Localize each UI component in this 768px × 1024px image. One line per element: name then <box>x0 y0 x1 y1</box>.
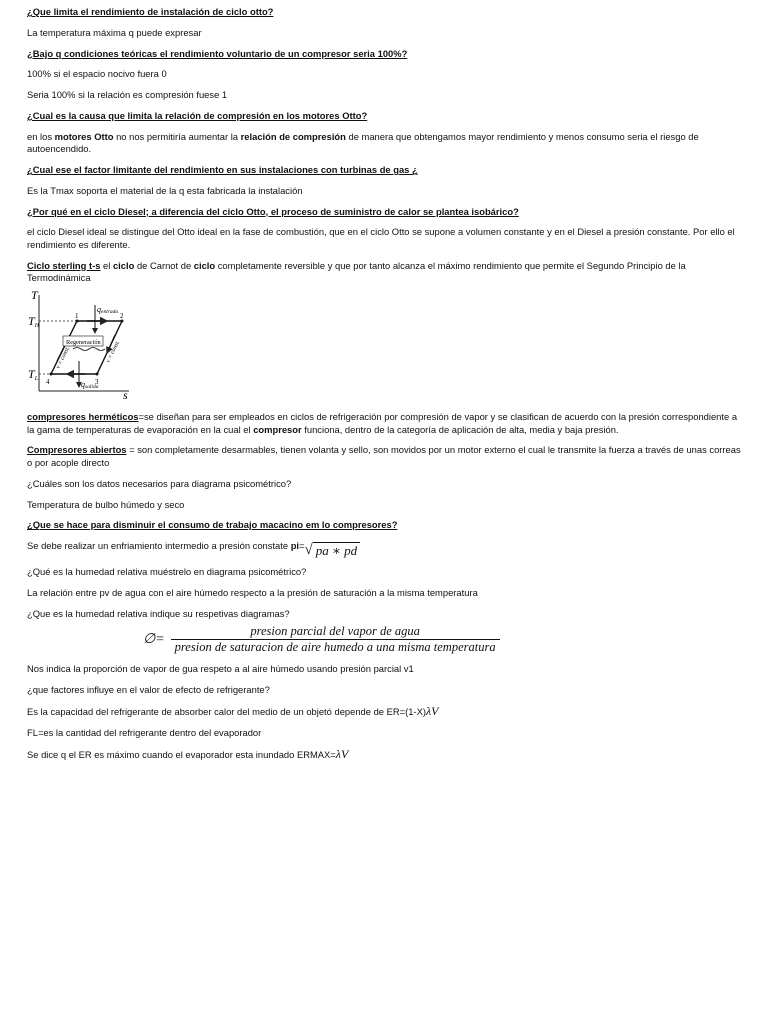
th-label: TH <box>28 313 40 329</box>
stirling-ts-diagram <box>27 291 137 401</box>
question-otto-limit: ¿Que limita el rendimiento de instalación de ciclo otto? <box>27 6 274 17</box>
bold-span: ciclo <box>112 259 135 271</box>
point-1 <box>76 319 79 322</box>
question-humedad-2: ¿Que es la humedad relativa indique su respetivas diagramas? <box>27 607 290 619</box>
v-const-left-label: v = const. <box>55 345 72 370</box>
text-span: en los <box>27 130 55 142</box>
text-span: Se debe realizar un enfriamiento intermedio a presión constate <box>27 540 291 552</box>
hermeticos-label: compresores herméticos <box>27 410 139 422</box>
sqrt-sign: √ <box>304 542 313 559</box>
point-3 <box>96 372 99 375</box>
question-diesel: ¿Por qué en el ciclo Diesel; a diferencia del ciclo Otto, el proceso de suministro de calor se plantea isobárico? <box>27 205 519 217</box>
equals-sign: = <box>299 540 305 552</box>
answer-compressor-100-a: 100% si el espacio nocivo fuera 0 <box>27 68 167 80</box>
lambda-v: λV <box>425 703 439 718</box>
bold-span: relación de compresión <box>240 130 346 142</box>
t-axis-label: T <box>31 290 38 302</box>
state-3: 3 <box>95 377 99 386</box>
sqrt-expression <box>305 542 361 558</box>
regeneration-wave <box>73 347 105 350</box>
point-4 <box>50 372 53 375</box>
text-span: = son completamente desarmables, tienen volanta y sello, son movidos por un motor externo el cual le transmite la fuerza a través de unas correas o por acople directo <box>27 444 741 468</box>
abiertos-label: Compresores abiertos <box>27 444 127 456</box>
formula-numerator: presion parcial del vapor de agua <box>250 624 420 639</box>
answer-diesel: el ciclo Diesel ideal se distingue del Otto ideal en la fase de combustión, que en el ciclo Otto se supone a volumen constante y en el Diesel a presión constante. Por ello el rendimiento es diferente. <box>27 226 735 250</box>
document-page <box>27 6 742 769</box>
answer-trabajo <box>27 540 742 558</box>
sqrt-body: pa ∗ pd <box>313 542 360 558</box>
answer-indica: Nos indica la proporción de vapor de gua respeto a al aire húmedo usando presión parcial v1 <box>27 663 414 675</box>
hermeticos-paragraph <box>27 411 742 436</box>
bold-span: ciclo <box>193 259 216 271</box>
regeneration-label: Regeneración <box>66 338 101 346</box>
tl-label: TL <box>28 366 39 382</box>
answer-capacidad <box>27 705 742 719</box>
text-span: funciona, dentro de la categoría de aplicación de alta, media y baja presión. <box>301 423 619 435</box>
s-axis-label: s <box>123 387 128 401</box>
v-const-right-label: v = const. <box>105 339 122 364</box>
question-factores: ¿que factores influye en el valor de efecto de refrigerante? <box>27 684 270 696</box>
state-4: 4 <box>46 377 50 386</box>
bold-span: compresor <box>253 423 302 435</box>
bold-span: motores Otto <box>54 130 114 142</box>
lambda-v: λV <box>335 746 349 761</box>
question-compressor-100: ¿Bajo q condiciones teóricas el rendimiento voluntario de un compresor seria 100%? <box>27 47 408 59</box>
answer-compression-ratio <box>27 131 742 156</box>
question-humedad: ¿Qué es la humedad relativa muéstrelo en diagrama psicométrico? <box>27 566 307 578</box>
text-span: completamente reversible y que por tanto alcanza el máximo rendimiento que permite el Segundo Principio de la Termodinámica <box>27 259 686 284</box>
text-span: el <box>100 259 113 271</box>
answer-fl: FL=es la cantidad del refrigerante dentro del evaporador <box>27 726 262 738</box>
point-2 <box>121 319 124 322</box>
answer-psicrometrico: Temperatura de bulbo húmedo y seco <box>27 498 185 510</box>
text-span: de manera que obtengamos mayor rendimiento y menos consumo seria el riesgo de autoencendido. <box>27 130 699 155</box>
answer-humedad: La relación entre pv de agua con el aire húmedo respecto a la presión de saturación a la misma temperatura <box>27 587 478 599</box>
formula-denominator: presion de saturacion de aire humedo a una misma temperatura <box>171 639 500 655</box>
answer-ermax <box>27 748 742 762</box>
answer-compressor-100-b: Seria 100% si la relación es compresión fuese 1 <box>27 89 228 101</box>
state-1: 1 <box>75 311 79 320</box>
humidity-formula <box>143 624 742 655</box>
question-psicrometrico: ¿Cuáles son los datos necesarios para diagrama psicométrico? <box>27 477 292 489</box>
formula-lhs: ∅= <box>143 631 165 647</box>
text-span: Se dice q el ER es máximo cuando el evaporador esta inundado ERMAX= <box>27 748 336 760</box>
text-span: Es la capacidad del refrigerante de absorber calor del medio de un objetó depende de ER=(1-X) <box>27 705 426 717</box>
state-2: 2 <box>120 311 124 320</box>
q-in-label: qentrada <box>97 304 119 315</box>
question-trabajo: ¿Que se hace para disminuir el consumo de trabajo macacino em lo compresores? <box>27 519 398 531</box>
question-gas-turbine: ¿Cual ese el factor limitante del rendimiento en sus instalaciones con turbinas de gas ¿ <box>27 164 418 176</box>
stirling-paragraph <box>27 260 742 285</box>
answer-otto-limit: La temperatura máxima q puede expresar <box>27 26 202 38</box>
text-span: =se diseñan para ser empleados en ciclos de refrigeración por compresión de vapor y se clasifican de acuerdo con la presión correspondiente a la gama de temperaturas de evaporación en la cual el <box>27 410 738 435</box>
stirling-label: Ciclo sterling t-s <box>27 259 101 271</box>
question-compression-ratio: ¿Cual es la causa que limita la relación de compresión en los motores Otto? <box>27 109 368 121</box>
text-span: de Carnot de <box>134 259 194 271</box>
answer-gas-turbine: Es la Tmax soporta el material de la q esta fabricada la instalación <box>27 184 303 196</box>
abiertos-paragraph <box>27 444 742 469</box>
formula-fraction <box>171 624 500 655</box>
text-span: no nos permitiría aumentar la <box>113 130 241 142</box>
q-out-label: qsalida <box>81 379 99 390</box>
pi-label: pi <box>290 540 300 552</box>
